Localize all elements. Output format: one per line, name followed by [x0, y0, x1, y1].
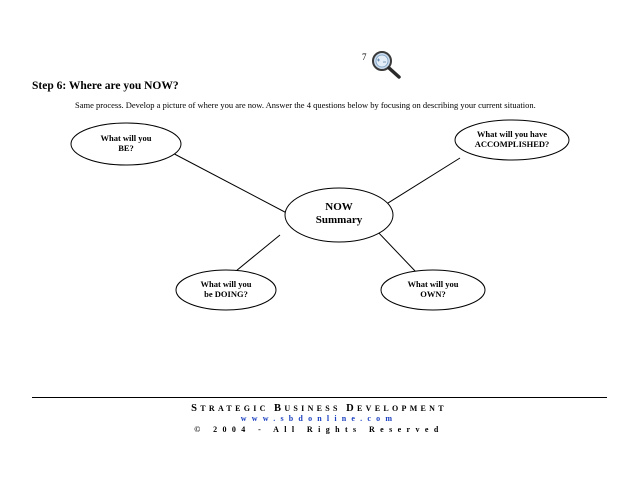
- footer-website-link[interactable]: www.sbdonline.com: [240, 414, 398, 423]
- footer-company-name: STRATEGIC BUSINESS DEVELOPMENT: [191, 403, 447, 414]
- be-label: What will you BE?: [100, 133, 152, 154]
- instructions-text: Same process. Develop a picture of where you are now. Answer the 4 questions below by focusing on describing your current situation.: [75, 100, 536, 110]
- accomplished-label: What will you have ACCOMPLISHED?: [474, 129, 550, 150]
- now-summary-label: NOW Summary: [315, 201, 363, 227]
- page-number: 7: [362, 52, 367, 62]
- connector-accomplished: [380, 158, 460, 208]
- footer-rule: [32, 397, 607, 398]
- own-label: What will you OWN?: [407, 279, 459, 300]
- footer-copyright: © 2004 - All Rights Reserved: [194, 425, 444, 434]
- connector-own: [376, 230, 416, 272]
- step-heading: Step 6: Where are you NOW?: [32, 80, 179, 92]
- doing-label: What will you be DOING?: [200, 279, 252, 300]
- connector-be: [163, 148, 300, 220]
